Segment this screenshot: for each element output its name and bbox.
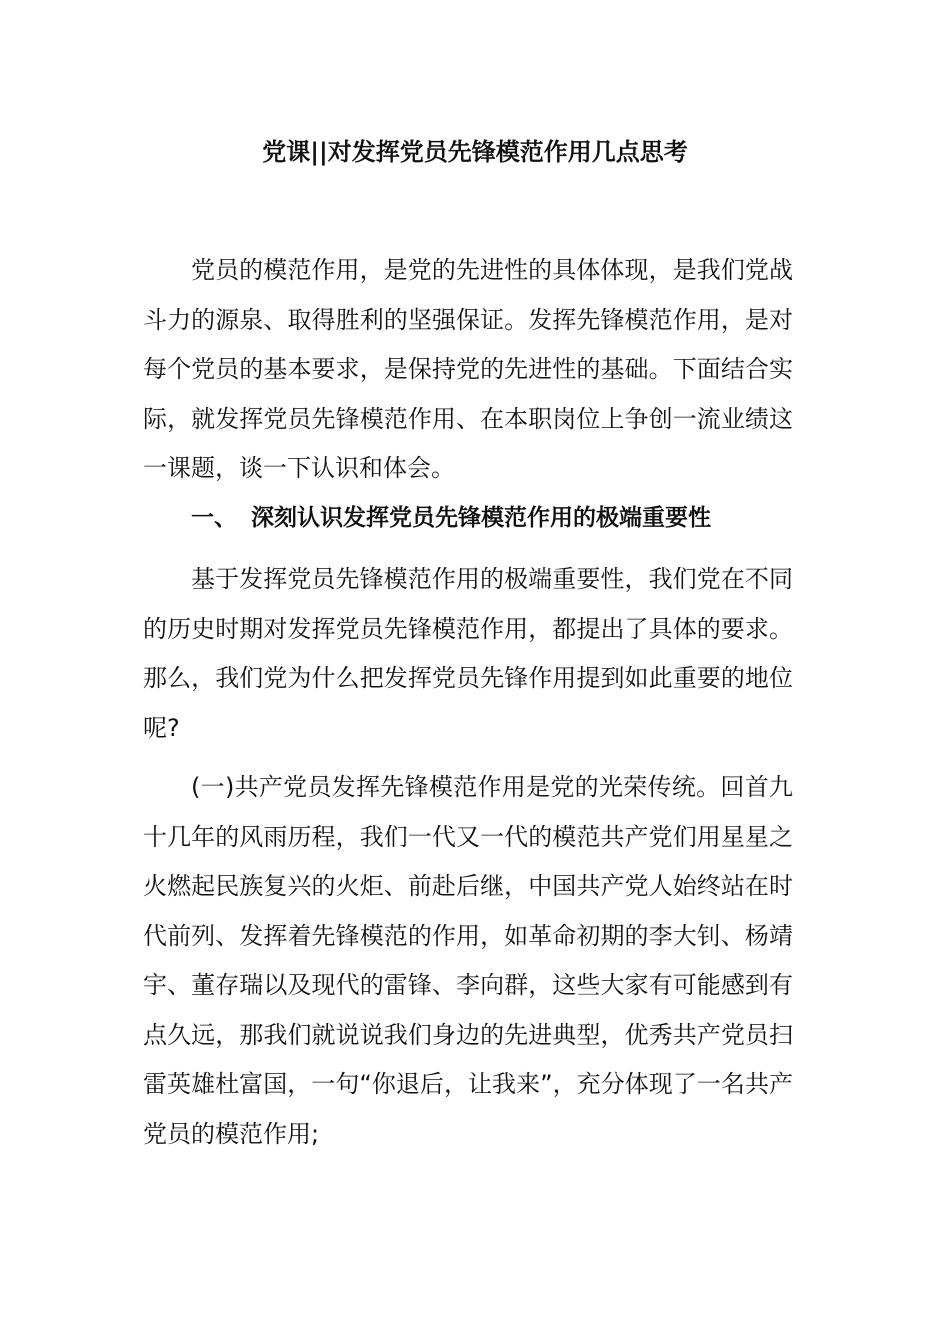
section-heading-1 xyxy=(191,498,791,538)
paragraph-intro: 党员的模范作用，是党的先进性的具体体现，是我们党战斗力的源泉、取得胜利的坚强保证。发挥先锋模范作用，是对每个党员的基本要求，是保持党的先进性的基础。下面结合实际，就发挥党员先锋模范作用、在本职岗位上争创一流业绩这一课题，谈一下认识和体会。 xyxy=(143,256,793,482)
paragraph-question: 基于发挥党员先锋模范作用的极端重要性，我们党在不同的历史时期对发挥党员先锋模范作用，都提出了具体的要求。那么，我们党为什么把发挥党员先锋作用提到如此重要的地位呢? xyxy=(143,565,793,742)
section-title: 深刻认识发挥党员先锋模范作用的极端重要性 xyxy=(251,505,711,531)
document-title: 党课||对发挥党员先锋模范作用几点思考 xyxy=(262,138,688,166)
paragraph-tradition: (一)共产党员发挥先锋模范作用是党的光荣传统。回首九十几年的风雨历程，我们一代又一代的模范共产党们用星星之火燃起民族复兴的火炬、前赴后继，中国共产党人始终站在时代前列、发挥着先锋模范的作用，如革命初期的李大钊、杨靖宇、董存瑞以及现代的雷锋、李向群，这些大家有可能感到有点久远，那我们就说说我们身边的先进典型，优秀共产党员扫雷英雄杜富国，一句“你退后，让我来”，充分体现了一名共产党员的模范作用; xyxy=(143,773,793,1148)
section-number: 一、 xyxy=(191,505,237,531)
